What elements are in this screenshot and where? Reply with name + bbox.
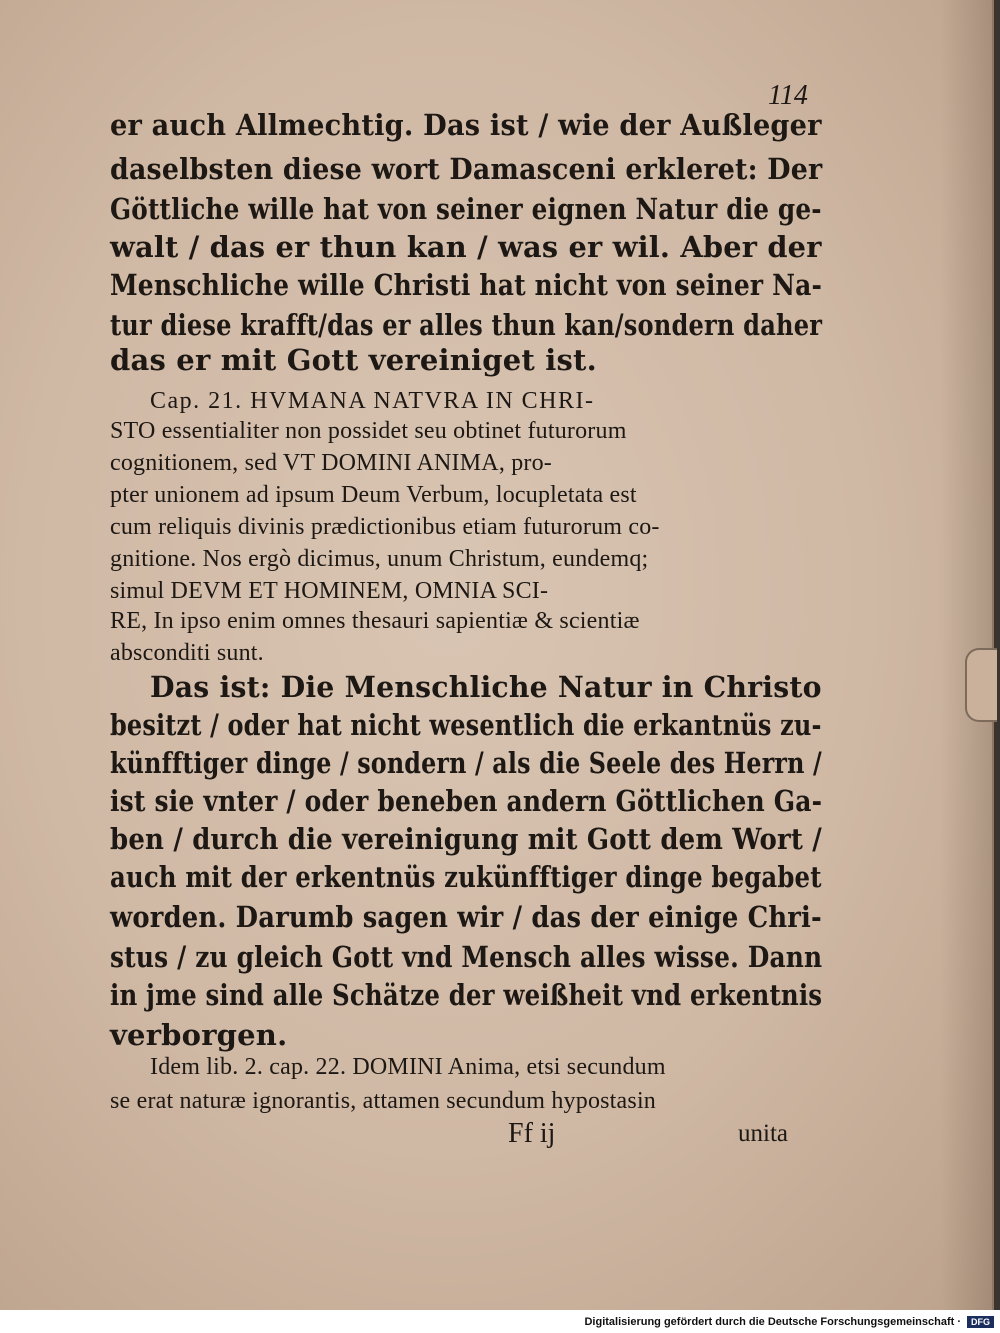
text-line: in jme sind alle Schätze der weißheit vnd erkentnis: [110, 978, 823, 1012]
text-line: pter unionem ad ipsum Deum Verbum, locupletata est: [110, 482, 637, 508]
catchword: unita: [738, 1120, 788, 1147]
text-line: worden. Darumb sagen wir / das der einige Chri-: [110, 900, 822, 934]
text-line: ist sie vnter / oder beneben andern Göttlichen Ga-: [110, 784, 823, 818]
text-line: walt / das er thun kan / was er wil. Aber der: [110, 230, 822, 264]
text-line: se erat naturæ ignorantis, attamen secundum hypostasin: [110, 1088, 657, 1114]
text-line: Göttliche wille hat von seiner eignen Natur die ge-: [110, 192, 822, 226]
folio-number: 114: [768, 80, 808, 111]
text-line: besitzt / oder hat nicht wesentlich die erkantnüs zu-: [110, 708, 822, 742]
text-line: gnitione. Nos ergò dicimus, unum Christum, eundemq;: [110, 546, 649, 572]
text-line: cum reliquis divinis prædictionibus etiam futurorum co-: [110, 514, 660, 540]
page-tab: [965, 648, 997, 722]
signature-mark: Ff ij: [508, 1118, 556, 1149]
dfg-logo: DFG: [967, 1316, 994, 1328]
text-line: RE, In ipso enim omnes thesauri sapientiæ & scientiæ: [110, 608, 640, 634]
text-line: tur diese krafft/das er alles thun kan/sondern daher: [110, 308, 823, 342]
text-line: künfftiger dinge / sondern / als die Seele des Herrn /: [110, 746, 822, 780]
text-line: auch mit der erkentnüs zukünfftiger dinge begabet: [110, 860, 822, 894]
funding-credit: Digitalisierung gefördert durch die Deutsche Forschungsgemeinschaft ·: [584, 1315, 961, 1328]
text-line: verborgen.: [110, 1018, 288, 1052]
text-line: Menschliche wille Christi hat nicht von seiner Na-: [110, 268, 822, 302]
text-line: er auch Allmechtig. Das ist / wie der Außleger: [110, 108, 822, 142]
text-line: das er mit Gott vereiniget ist.: [110, 343, 597, 377]
text-line: simul DEVM ET HOMINEM, OMNIA SCI-: [110, 578, 549, 604]
text-line: stus / zu gleich Gott vnd Mensch alles wisse. Dann: [110, 940, 823, 974]
footer-bar: [0, 1310, 1000, 1333]
text-line: Das ist: Die Menschliche Natur in Christo: [150, 670, 822, 704]
text-line: daselbsten diese wort Damasceni erkleret: Der: [110, 152, 823, 186]
text-line: ben / durch die vereinigung mit Gott dem Wort /: [110, 822, 822, 856]
text-line: cognitionem, sed VT DOMINI ANIMA, pro-: [110, 450, 553, 476]
text-line: Idem lib. 2. cap. 22. DOMINI Anima, etsi secundum: [150, 1054, 666, 1080]
text-line: Cap. 21. HVMANA NATVRA IN CHRI-: [150, 388, 595, 414]
text-line: absconditi sunt.: [110, 640, 264, 666]
text-line: STO essentialiter non possidet seu obtinet futurorum: [110, 418, 627, 444]
